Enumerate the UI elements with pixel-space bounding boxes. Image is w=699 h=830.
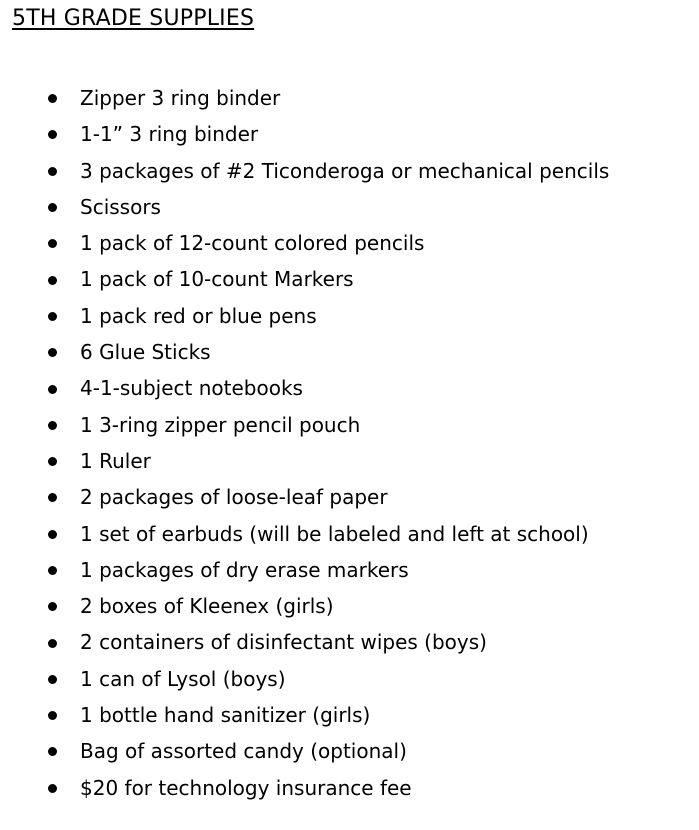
list-item xyxy=(0,261,609,297)
list-item-text: 2 containers of disinfectant wipes (boys) xyxy=(80,630,487,655)
bullet-icon xyxy=(48,239,57,248)
bullet-icon xyxy=(48,94,57,103)
list-item-text: 1-1” 3 ring binder xyxy=(80,122,259,147)
list-item-text: 1 pack of 12-count colored pencils xyxy=(80,231,425,256)
list-item xyxy=(0,552,609,588)
bullet-icon xyxy=(48,312,57,321)
list-item-text: 1 set of earbuds (will be labeled and left at school) xyxy=(80,521,589,546)
bullet-icon xyxy=(48,348,57,357)
list-item xyxy=(0,733,609,769)
list-item xyxy=(0,225,609,261)
bullet-icon xyxy=(48,602,57,611)
list-item xyxy=(0,116,609,152)
list-item-text: Zipper 3 ring binder xyxy=(80,86,281,110)
bullet-icon xyxy=(48,385,57,394)
list-item-text: 1 pack red or blue pens xyxy=(80,303,317,328)
list-item xyxy=(0,298,609,334)
list-item-text: 1 packages of dry erase markers xyxy=(80,557,409,582)
bullet-icon xyxy=(48,530,57,539)
bullet-icon xyxy=(48,747,57,756)
list-item-text: 1 3-ring zipper pencil pouch xyxy=(80,412,361,437)
bullet-icon xyxy=(48,675,57,684)
bullet-icon xyxy=(48,130,57,139)
list-item-text: 3 packages of #2 Ticonderoga or mechanical pencils xyxy=(80,158,610,183)
list-item xyxy=(0,80,609,116)
bullet-icon xyxy=(48,566,57,575)
list-item-text: 4-1-subject notebooks xyxy=(80,376,303,401)
list-item xyxy=(0,624,609,660)
list-item-text: 1 Ruler xyxy=(80,448,151,473)
bullet-icon xyxy=(48,711,57,720)
bullet-icon xyxy=(48,784,57,793)
list-item-text: 1 bottle hand sanitizer (girls) xyxy=(80,703,371,728)
bullet-icon xyxy=(48,276,57,285)
list-item xyxy=(0,443,609,479)
list-item xyxy=(0,588,609,624)
list-item-text: 6 Glue Sticks xyxy=(80,340,211,365)
list-item xyxy=(0,697,609,733)
list-item xyxy=(0,153,609,189)
list-item xyxy=(0,189,609,225)
supply-list xyxy=(0,80,609,806)
bullet-icon xyxy=(48,639,57,648)
list-item-text: $20 for technology insurance fee xyxy=(80,775,412,800)
bullet-icon xyxy=(48,167,57,176)
list-item xyxy=(0,370,609,406)
list-item-text: Bag of assorted candy (optional) xyxy=(80,739,407,764)
page-title: 5TH GRADE SUPPLIES xyxy=(12,6,255,31)
list-item xyxy=(0,407,609,443)
list-item xyxy=(0,479,609,515)
list-item-text: 2 boxes of Kleenex (girls) xyxy=(80,594,334,619)
bullet-icon xyxy=(48,457,57,466)
bullet-icon xyxy=(48,203,57,212)
list-item-text: 2 packages of loose-leaf paper xyxy=(80,485,388,510)
list-item-text: 1 can of Lysol (boys) xyxy=(80,666,286,691)
list-item xyxy=(0,661,609,697)
list-item-text: 1 pack of 10-count Markers xyxy=(80,267,354,292)
list-item xyxy=(0,516,609,552)
bullet-icon xyxy=(48,493,57,502)
list-item-text: Scissors xyxy=(80,194,161,219)
bullet-icon xyxy=(48,421,57,430)
list-item xyxy=(0,770,609,806)
list-item xyxy=(0,334,609,370)
